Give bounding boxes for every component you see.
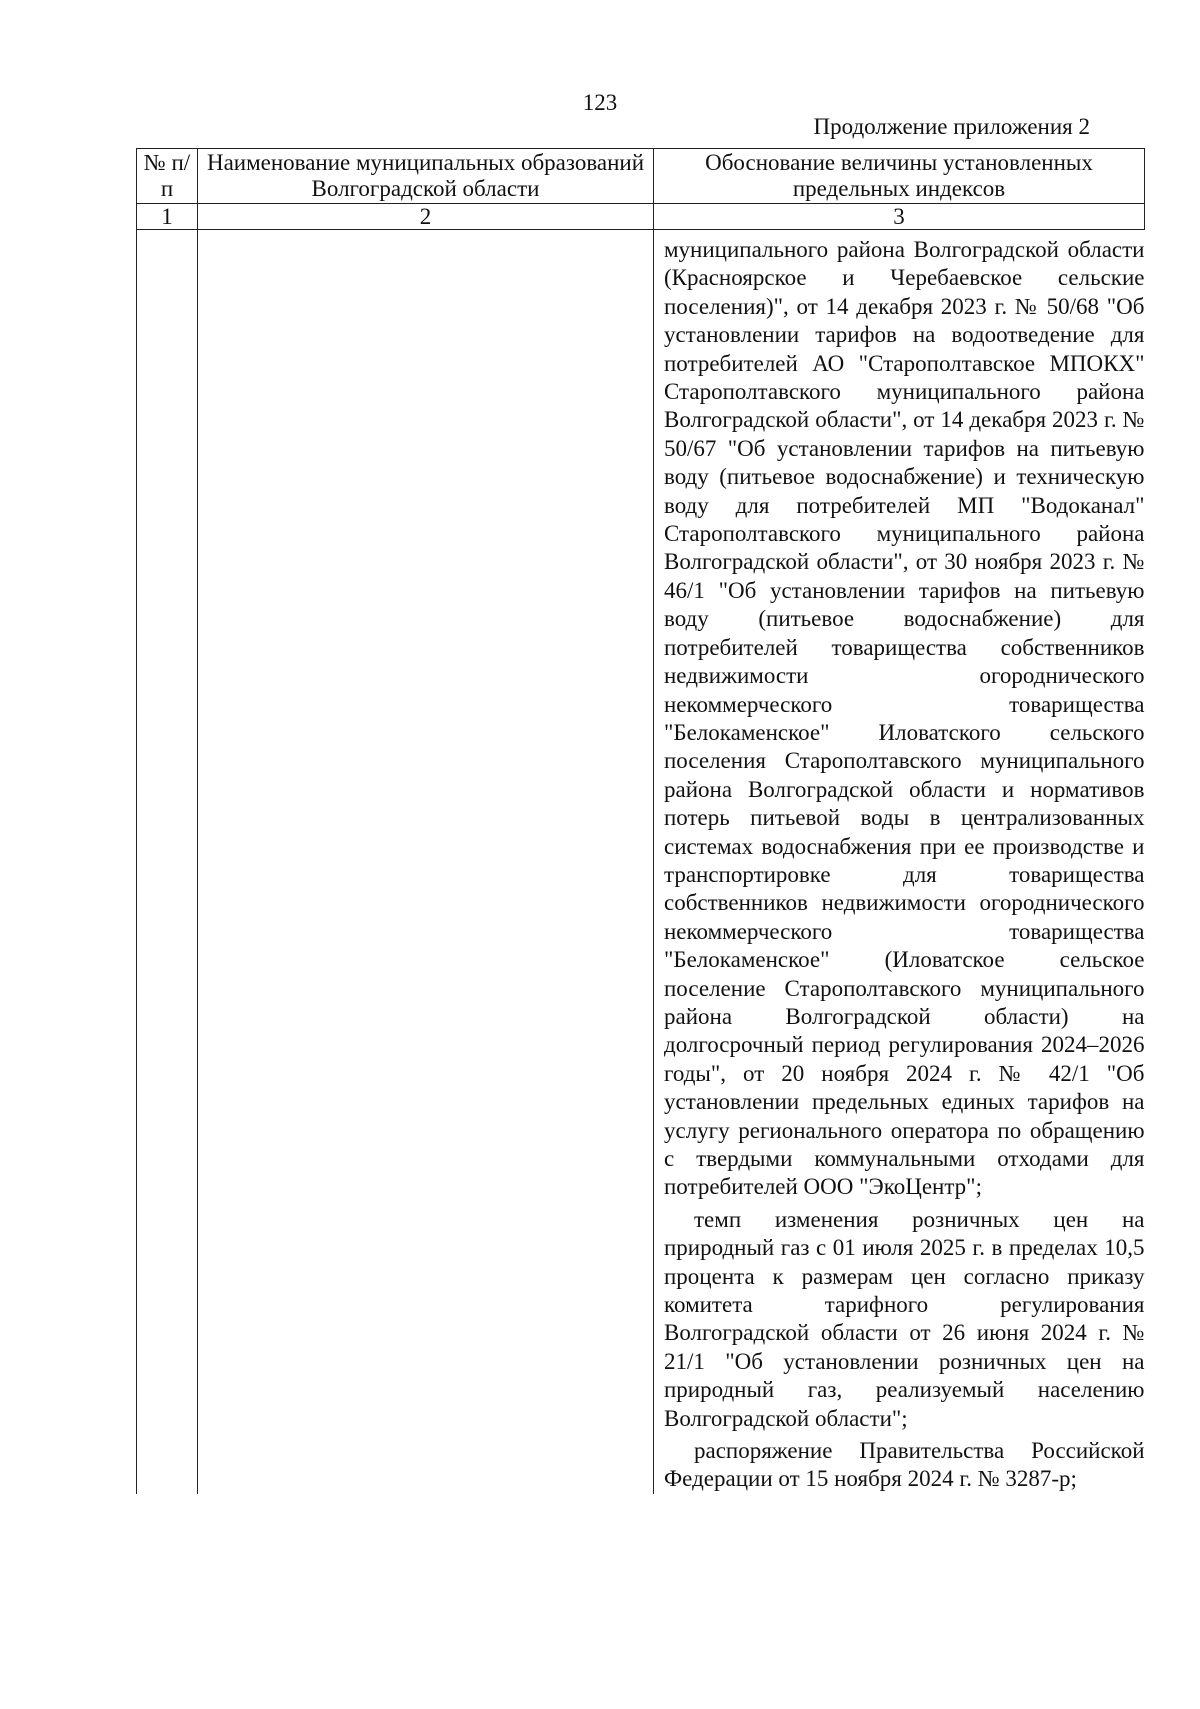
cell-justification [654,230,1145,1494]
justification-paragraph: распоряжение Правительства Российской Федерации от 15 ноября 2024 г. № 3287-р; [664,1438,1145,1492]
cell-municipality [198,230,654,1494]
column-number-3: 3 [654,204,1145,230]
justification-paragraph: муниципального района Волгоградской области (Красноярское и Черебаевское сельские поселения)", от 14 декабря 2023 г. № 50/68 "Об установлении тарифов на водоотведение для потребителей АО "Старополтавское МПОКХ" Старополтавского муниципального района Волгоградской области", от 14 декабря 2023 г. № 50/67 "Об установлении тарифов на питьевую воду (питьевое водоснабжение) и техническую воду для потребителей МП "Водоканал" Старополтавского муниципального района Волгоградской области", от 30 ноября 2023 г. № 46/1 "Об установлении тарифов на питьевую воду (питьевое водоснабжение) для потребителей товарищества собственников недвижимости огороднического некоммерческого товарищества "Белокаменское" Иловатского сельского поселения Старополтавского муниципального района Волгоградской области и нормативов потерь питьевой воды в централизованных системах водоснабжения при ее производстве и транспортировке для товарищества собственников недвижимости огороднического некоммерческого товарищества "Белокаменское" (Иловатское сельское поселение Старополтавского муниципального района Волгоградской области) на долгосрочный период регулирования 2024–2026 годы", от 20 ноября 2024 г. № 42/1 "Об установлении предельных единых тарифов на услугу регионального оператора по обращению с твердыми коммунальными отходами для потребителей ООО "ЭкоЦентр"; [664,237,1145,1200]
header-number: № п/п [137,149,198,204]
table-header-row [137,149,1145,204]
header-justification: Обоснование величины установленных предельных индексов [654,149,1145,204]
column-number-1: 1 [137,204,198,230]
column-number-row [137,204,1145,230]
cell-number [137,230,198,1494]
column-number-2: 2 [198,204,654,230]
header-municipality: Наименование муниципальных образований Волгоградской области [198,149,654,204]
table-row [137,230,1145,1494]
page-number: 123 [582,90,618,115]
continuation-label: Продолжение приложения 2 [813,114,1090,139]
appendix-table [136,148,1145,1494]
justification-paragraph: темп изменения розничных цен на природный газ с 01 июля 2025 г. в пределах 10,5 процента к размерам цен согласно приказу комитета тарифного регулирования Волгоградской области от 26 июня 2024 г. № 21/1 "Об установлении розничных цен на природный газ, реализуемый населению Волгоградской области"; [664,1206,1145,1431]
